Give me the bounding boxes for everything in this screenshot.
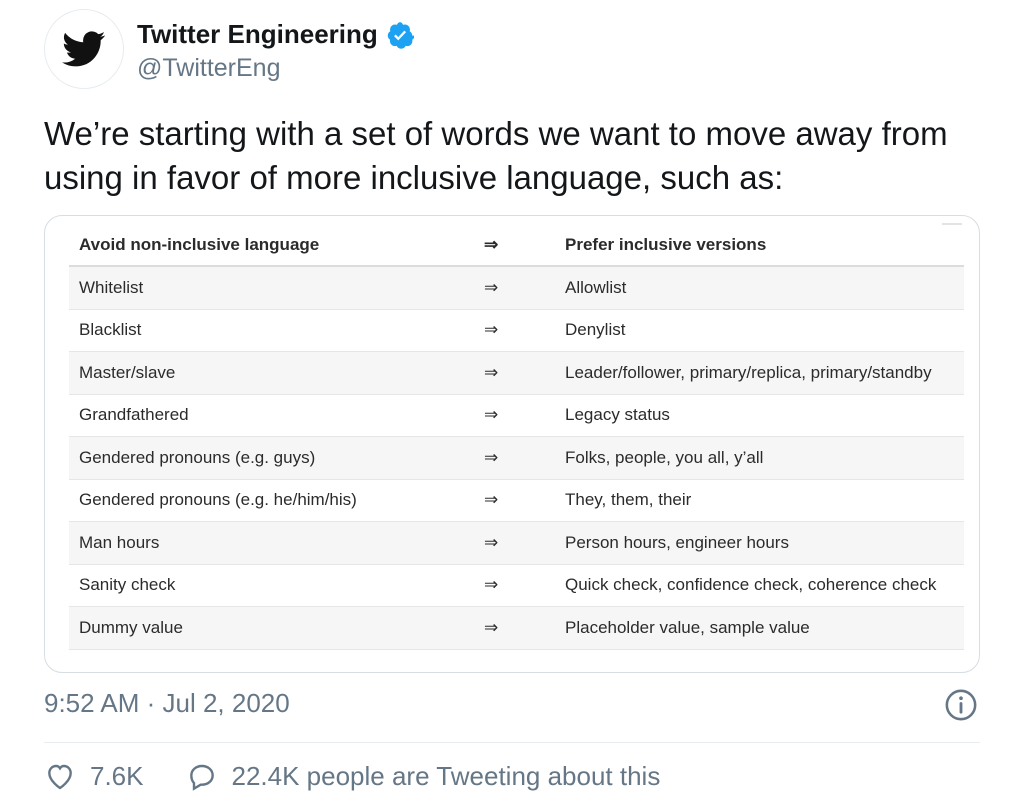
account-name-text[interactable]: Twitter Engineering (137, 19, 378, 49)
table-row (69, 480, 964, 523)
account-handle[interactable]: @TwitterEng (137, 54, 281, 82)
table-row (69, 607, 964, 650)
account-name[interactable] (137, 19, 414, 50)
table-cell-prefer: They, them, their (565, 490, 692, 510)
like-count: 7.6K (90, 760, 144, 791)
table-cell-prefer: Person hours, engineer hours (565, 532, 789, 552)
table-row (69, 522, 964, 565)
like-action[interactable] (44, 760, 144, 792)
tweet-text: We’re starting with a set of words we want to move away from using in favor of more inclusive language, such as: (44, 115, 948, 196)
table-cell-prefer: Quick check, confidence check, coherence check (565, 575, 937, 595)
avatar[interactable] (44, 9, 124, 89)
conversation-action[interactable] (186, 760, 661, 792)
table-cell-avoid: Master/slave (79, 362, 176, 382)
info-icon[interactable] (944, 688, 978, 722)
table-cell-avoid: Grandfathered (79, 405, 189, 425)
language-table (69, 225, 964, 650)
header-avoid: Avoid non-inclusive language (79, 235, 320, 254)
table-row (69, 352, 964, 395)
table-header-row (69, 225, 964, 267)
tweeting-about-text: 22.4K people are Tweeting about this (231, 760, 661, 791)
table-cell-avoid: Gendered pronouns (e.g. he/him/his) (79, 490, 357, 510)
table-cell-arrow: ⇒ (484, 617, 499, 637)
table-cell-avoid: Man hours (79, 532, 160, 552)
heart-icon[interactable] (44, 760, 76, 792)
table-cell-prefer: Leader/follower, primary/replica, primary/standby (565, 362, 932, 382)
tweet-actions (44, 760, 702, 792)
table-row (69, 310, 964, 353)
table-cell-arrow: ⇒ (484, 277, 499, 297)
table-row (69, 267, 964, 310)
table-cell-arrow: ⇒ (484, 532, 499, 552)
table-row (69, 437, 964, 480)
table-cell-prefer: Placeholder value, sample value (565, 617, 810, 637)
table-cell-arrow: ⇒ (484, 575, 499, 595)
tweet-image-card[interactable] (44, 215, 980, 673)
table-cell-prefer: Allowlist (565, 277, 627, 297)
table-cell-avoid: Sanity check (79, 575, 176, 595)
table-cell-arrow: ⇒ (484, 447, 499, 467)
table-cell-prefer: Legacy status (565, 405, 670, 425)
table-cell-avoid: Gendered pronouns (e.g. guys) (79, 447, 316, 467)
table-cell-avoid: Dummy value (79, 617, 183, 637)
table-cell-avoid: Blacklist (79, 320, 142, 340)
table-cell-arrow: ⇒ (484, 490, 499, 510)
header-arrow: ⇒ (484, 235, 499, 254)
table-row (69, 565, 964, 608)
speech-bubble-icon[interactable] (186, 760, 218, 792)
header-prefer: Prefer inclusive versions (565, 235, 767, 254)
table-row (69, 395, 964, 438)
twitter-bird-icon (62, 27, 106, 71)
table-cell-arrow: ⇒ (484, 362, 499, 382)
table-cell-arrow: ⇒ (484, 405, 499, 425)
table-cell-avoid: Whitelist (79, 277, 144, 297)
table-cell-prefer: Denylist (565, 320, 626, 340)
verified-badge-icon (386, 21, 414, 49)
table-cell-arrow: ⇒ (484, 320, 499, 340)
table-cell-prefer: Folks, people, you all, y’all (565, 447, 764, 467)
divider (44, 742, 980, 743)
tweet-timestamp[interactable]: 9:52 AM · Jul 2, 2020 (44, 688, 290, 718)
